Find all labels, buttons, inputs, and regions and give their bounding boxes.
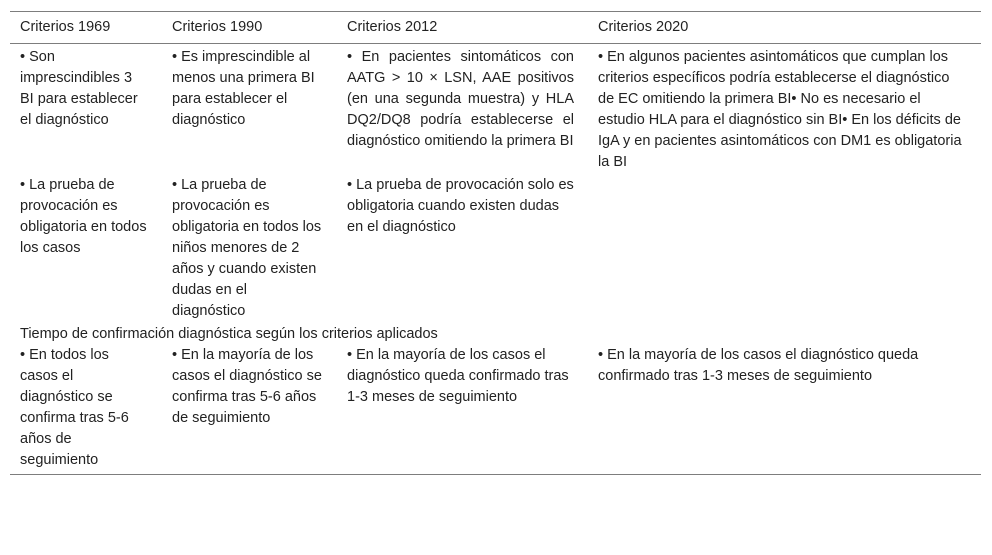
table-row <box>10 44 981 174</box>
cell-2020-confirmation: • En la mayoría de los casos el diagnóstico queda confirmado tras 1-3 meses de seguimiento <box>598 347 919 384</box>
cell-1969-biopsy: • Son imprescindibles 3 BI para establecer el diagnóstico <box>20 49 138 128</box>
header-criterios-2012: Criterios 2012 <box>347 19 438 35</box>
cell-1969-provocation: • La prueba de provocación es obligatoria en todos los casos <box>20 177 147 256</box>
section-label: Tiempo de confirmación diagnóstica según los criterios aplicados <box>20 326 438 342</box>
criteria-table <box>10 11 981 475</box>
header-criterios-1969: Criterios 1969 <box>20 19 111 35</box>
cell-2012-biopsy: • En pacientes sintomáticos con AATG > 10 × LSN, AAE positivos (en una segunda muestra) y HLA DQ2/DQ8 podría establecerse el diagnóstico omitiendo la primera BI <box>347 49 574 149</box>
cell-2012-provocation: • La prueba de provocación solo es obligatoria cuando existen dudas en el diagnóstico <box>347 177 574 235</box>
cell-1990-biopsy: • Es imprescindible al menos una primera BI para establecer el diagnóstico <box>172 49 315 128</box>
header-criterios-1990: Criterios 1990 <box>172 19 263 35</box>
cell-2012-confirmation: • En la mayoría de los casos el diagnóstico queda confirmado tras 1-3 meses de seguimiento <box>347 347 569 405</box>
cell-2020-provocation <box>588 173 981 322</box>
table-row <box>10 173 981 322</box>
section-row <box>10 322 981 345</box>
header-criterios-2020: Criterios 2020 <box>598 19 689 35</box>
cell-2020-biopsy: • En algunos pacientes asintomáticos que cumplan los criterios específicos podría establecerse el diagnóstico de EC omitiendo la primera BI• No es necesario el estudio HLA para el diagnóstico sin BI• En los déficits de IgA y en pacientes asintomáticos con DM1 es obligatoria la BI <box>598 49 962 170</box>
cell-1990-provocation: • La prueba de provocación es obligatoria en todos los niños menores de 2 años y cuando existen dudas en el diagnóstico <box>172 177 322 319</box>
cell-1969-confirmation: • En todos los casos el diagnóstico se confirma tras 5-6 años de seguimiento <box>20 347 129 468</box>
table-row <box>10 345 981 475</box>
cell-1990-confirmation: • En la mayoría de los casos el diagnóstico se confirma tras 5-6 años de seguimiento <box>172 347 322 426</box>
header-row <box>10 12 981 44</box>
